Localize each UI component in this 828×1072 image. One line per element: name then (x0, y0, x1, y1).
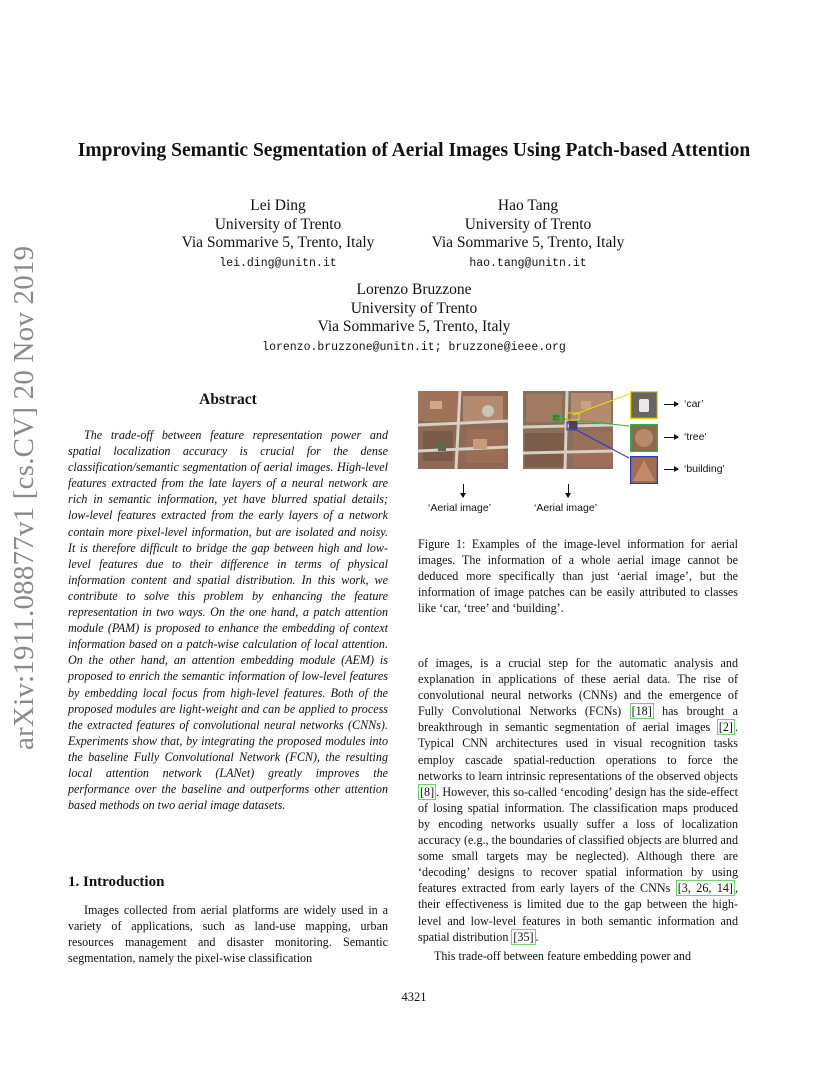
aerial-image-1 (418, 391, 508, 469)
author-name: Lei Ding (250, 197, 306, 214)
figure-caption: Figure 1: Examples of the image-level information for aerial images. The information of a whole aerial image cannot be deduced more specifically than just ‘aerial image’, but the information of image patches can be easily attributed to classes like ‘car, ‘tree’ and ‘building’. (418, 537, 738, 616)
arrow-down-1 (463, 484, 464, 497)
arrow-down-2 (568, 484, 569, 497)
patch-tree (630, 424, 658, 452)
right-column-paragraph-2: This trade-off between feature embedding power and (434, 949, 691, 963)
author-email[interactable]: lei.ding@unitn.it (219, 256, 337, 270)
label-building: ‘building’ (684, 463, 725, 475)
arrow-car (664, 404, 678, 405)
citation-link[interactable]: [18] (631, 704, 652, 719)
text-segment: . However, this so-called ‘encoding’ design has the side-effect of losing spatial information. The classification maps produced by encoding networks usually suffer a loss of localization accuracy (e.g., the boundaries of classified objects are blurred and some small targets may be neglected). Although there are ‘decoding’ designs to recover spatial information by using features extracted from early layers of the CNNs (418, 784, 738, 896)
author-block-3 (214, 281, 614, 357)
author-name: Lorenzo Bruzzone (356, 281, 472, 298)
label-car: ‘car’ (684, 398, 704, 410)
citation-link[interactable]: [3, 26, 14] (677, 881, 733, 896)
author-name: Hao Tang (497, 197, 559, 214)
author-address: Via Sommarive 5, Trento, Italy (181, 234, 375, 251)
patch-building (630, 456, 658, 484)
patch-car (630, 391, 658, 419)
citation-link[interactable]: [2] (718, 720, 733, 735)
arxiv-side-label: arXiv:1911.08877v1 [cs.CV] 20 Nov 2019 (8, 245, 40, 750)
figure-1 (418, 388, 740, 520)
text-segment: of images, is a crucial step for the automatic analysis and explanation in applications of these aerial data. The rise of convolutional neural networks (CNNs) and the emergence of Fully Convolutional Networks (FCNs) (418, 656, 738, 719)
citation-link[interactable]: [35] (513, 929, 534, 944)
abstract-heading: Abstract (199, 391, 257, 408)
text-segment: . (535, 929, 539, 944)
arrow-tree (664, 437, 678, 438)
author-address: Via Sommarive 5, Trento, Italy (317, 318, 511, 335)
introduction-heading: 1. Introduction (68, 874, 165, 890)
paper-title: Improving Semantic Segmentation of Aerial Images Using Patch-based Attention (77, 140, 751, 161)
page-number: 4321 (401, 990, 427, 1004)
author-email[interactable]: lorenzo.bruzzone@unitn.it; bruzzone@ieee.org (262, 340, 566, 354)
author-email[interactable]: hao.tang@unitn.it (469, 256, 587, 270)
author-address: Via Sommarive 5, Trento, Italy (431, 234, 625, 251)
author-affiliation: University of Trento (214, 215, 342, 233)
right-column-paragraph-1 (418, 655, 738, 945)
author-block-1 (168, 197, 388, 273)
text-segment: , their effectiveness is limited due to the gap between the high-level and low-level features in both semantic information and spatial distribution (418, 881, 738, 944)
author-block-2 (418, 197, 638, 273)
author-affiliation: University of Trento (350, 299, 478, 317)
image-label-2: ‘Aerial image’ (534, 502, 598, 514)
text-segment: has brought a breakthrough in semantic segmentation of aerial images (418, 704, 738, 735)
image-label-1: ‘Aerial image’ (428, 502, 492, 514)
abstract-text: The trade-off between feature representation power and spatial localization accuracy is crucial for the dense classification/semantic segmentation of aerial images. High-level features extracted from the late layers of a neural network are rich in semantic information, yet have blurred spatial details; low-level features extracted from the early layers of a network contain more pixel-level information, but are isolated and noisy. It is therefore difficult to bridge the gap between high and low-level features due to their difference in terms of physical information content and spatial distribution. In this work, we contribute to solve this problem by enhancing the feature representation in two ways. On the one hand, a patch attention module (PAM) is proposed to enhance the embedding of context information based on a patch-wise calculation of local attention. On the other hand, an attention embedding module (AEM) is proposed to enrich the semantic information of low-level features by embedding local focus from high-level features. Both of the proposed modules are light-weight and can be applied to process the extracted features of convolutional neural networks (CNNs). Experiments show that, by integrating the proposed modules into the baseline Fully Convolutional Network (FCN), the resulting local attention network (LANet) greatly improves the performance over the baseline and outperforms other attention based methods on two aerial image datasets. (68, 428, 388, 813)
author-affiliation: University of Trento (464, 215, 592, 233)
introduction-text: Images collected from aerial platforms are widely used in a variety of applications, such as land-use mapping, urban resources management and disaster monitoring. Semantic segmentation, namely the pixel-wise classification (68, 903, 388, 966)
label-tree: ‘tree’ (684, 431, 707, 443)
citation-link[interactable]: [8] (420, 784, 435, 799)
patch-pointer-lines (523, 388, 633, 488)
arrow-building (664, 469, 678, 470)
text-segment: . Typical CNN architectures used in visual recognition tasks employ cascade spatial-reduction operations to force the networks to learn intrinsic representations of the observed objects (418, 720, 738, 783)
